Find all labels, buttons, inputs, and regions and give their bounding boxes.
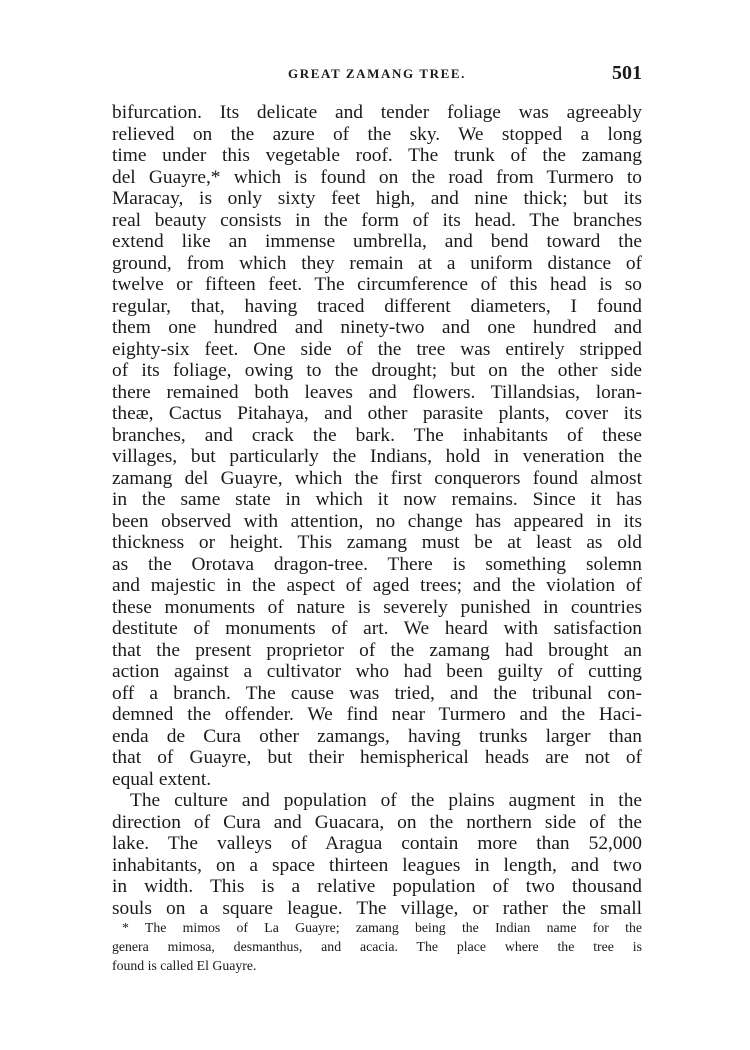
running-title: GREAT ZAMANG TREE. [288,66,466,81]
text-line: The culture and population of the plains augment in the [130,790,642,811]
text-line: twelve or fifteen feet. The circumference of this head is so [112,274,642,295]
text-line: action against a cultivator who had been guilty of cutting [112,661,642,682]
text-line: these monuments of nature is severely punished in countries [112,596,642,618]
text-line: bifurcation. Its delicate and tender foliage was agreeably [112,102,642,123]
text-line: equal extent. [112,768,212,790]
text-line: relieved on the azure of the sky. We stopped a long [112,123,642,145]
text-line: ground, from which they remain at a uniform distance of [112,252,642,274]
text-line: off a branch. The cause was tried, and the tribunal con- [112,682,642,704]
text-line: there remained both leaves and flowers. Tillandsias, loran- [112,381,642,403]
text-line: been observed with attention, no change has appeared in its [112,510,642,532]
text-line: that of Guayre, but their hemispherical heads are not of [112,747,642,768]
text-line: Maracay, is only sixty feet high, and nine thick; but its [112,188,642,209]
text-line: demned the offender. We find near Turmero and the Haci- [112,704,642,725]
text-line: destitute of monuments of art. We heard with satisfaction [112,618,642,639]
page-number: 501 [612,62,642,84]
running-header [112,62,642,90]
text-line: regular, that, having traced different diameters, I found [112,295,642,317]
text-line: in width. This is a relative population of two thousand [112,876,642,897]
text-line: thickness or height. This zamang must be at least as old [112,532,642,553]
footnote [112,918,642,975]
footnote-line: found is called El Guayre. [112,958,257,973]
text-line: zamang del Guayre, which the first conquerors found almost [112,467,642,489]
text-line: and majestic in the aspect of aged trees; and the violation of [112,575,642,596]
text-line: them one hundred and ninety-two and one hundred and [112,317,642,338]
text-line: extend like an immense umbrella, and bend toward the [112,231,642,252]
text-line: villages, but particularly the Indians, hold in veneration the [112,446,642,467]
text-line: of its foliage, owing to the drought; but on the other side [112,360,642,381]
footnote-line: * The mimos of La Guayre; zamang being the Indian name for the [122,920,642,935]
footnote-line: genera mimosa, desmanthus, and acacia. The place where the tree is [112,939,642,954]
text-line: souls on a square league. The village, or rather the small [112,897,642,919]
text-line: enda de Cura other zamangs, having trunks larger than [112,725,642,747]
text-line: del Guayre,* which is found on the road from Turmero to [112,166,642,188]
text-line: inhabitants, on a space thirteen leagues in length, and two [112,854,642,876]
text-line: direction of Cura and Guacara, on the northern side of the [112,811,642,833]
text-line: eighty-six feet. One side of the tree was entirely stripped [112,338,642,360]
text-line: real beauty consists in the form of its head. The branches [112,209,642,231]
text-line: time under this vegetable roof. The trunk of the zamang [112,145,642,166]
text-line: that the present proprietor of the zamang had brought an [112,639,642,661]
text-line: theæ, Cactus Pitahaya, and other parasite plants, cover its [112,403,642,424]
text-line: branches, and crack the bark. The inhabitants of these [112,424,642,446]
text-line: lake. The valleys of Aragua contain more than 52,000 [112,833,642,854]
text-line: as the Orotava dragon-tree. There is something solemn [112,553,642,575]
text-line: in the same state in which it now remains. Since it has [112,489,642,510]
body-text [112,102,642,919]
